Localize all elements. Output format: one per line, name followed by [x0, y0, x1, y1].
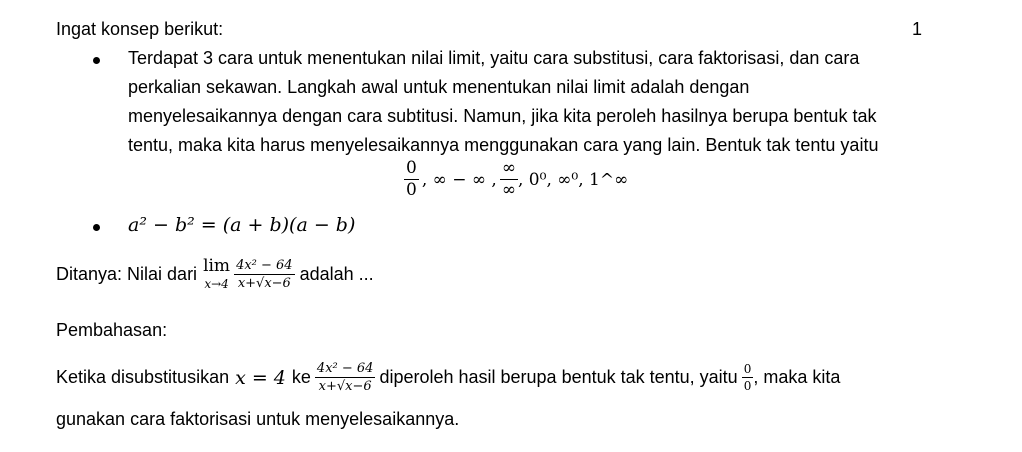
intro-heading: Ingat konsep berikut: — [56, 19, 224, 39]
discussion-line-2: gunakan cara faktorisasi untuk menyelesaikannya. — [56, 409, 460, 429]
discussion-heading: Pembahasan: — [56, 320, 168, 340]
page-number: 1 — [912, 19, 923, 39]
concept-1-line-1: Terdapat 3 cara untuk menentukan nilai limit, yaitu cara substitusi, cara faktorisasi, dan cara — [128, 48, 860, 68]
bullet-2 — [93, 224, 100, 231]
question-prefix: Ditanya: Nilai dari — [56, 263, 198, 284]
question-line — [56, 258, 374, 290]
question-fraction: $\frac{\text{4x² − 64}}{x+√x-6}$ — [236, 257, 293, 291]
discussion-mid: diperoleh hasil berupa bentuk tak tentu, yaitu — [379, 367, 738, 387]
discussion-suffix: , maka kita — [753, 367, 841, 387]
difference-of-squares-formula: a² − b² = (a + b)(a − b) — [128, 214, 356, 236]
concept-1-line-4: tentu, maka kita harus menyelesaikannya menggunakan cara yang lain. Bentuk tak tentu yaitu — [128, 135, 879, 155]
zero-over-zero: $\frac{0}{0}$ — [743, 362, 752, 393]
concept-1-line-2: perkalian sekawan. Langkah awal untuk menentukan nilai limit adalah dengan — [128, 77, 750, 97]
concept-1-line-3: menyelesaikannya dengan cara subtitusi. Namun, jika kita peroleh hasilnya berupa bentuk tak — [128, 106, 877, 126]
indeterminate-forms — [404, 160, 628, 199]
question-suffix: adalah ... — [299, 263, 374, 284]
substitution-value: x = 4 — [235, 366, 286, 389]
indeterminate-frac-infinity: $\frac{\infty}{\infty}$ — [501, 158, 516, 200]
discussion-line-1 — [56, 362, 840, 393]
indeterminate-frac-zero: $\frac{0}{0}$ — [406, 158, 417, 200]
discussion-prefix: Ketika disubstitusikan — [56, 367, 230, 387]
discussion-fraction: $\frac{\text{4x² − 64}}{x+√x-6}$ — [316, 361, 374, 394]
bullet-1 — [93, 57, 100, 64]
indeterminate-tail: , 0⁰, ∞⁰, 1^∞ — [518, 169, 629, 190]
limit-operator: lim x→4 — [203, 256, 231, 291]
indeterminate-sep: , ∞ − ∞ , — [421, 169, 497, 190]
discussion-ke: ke — [291, 367, 311, 387]
